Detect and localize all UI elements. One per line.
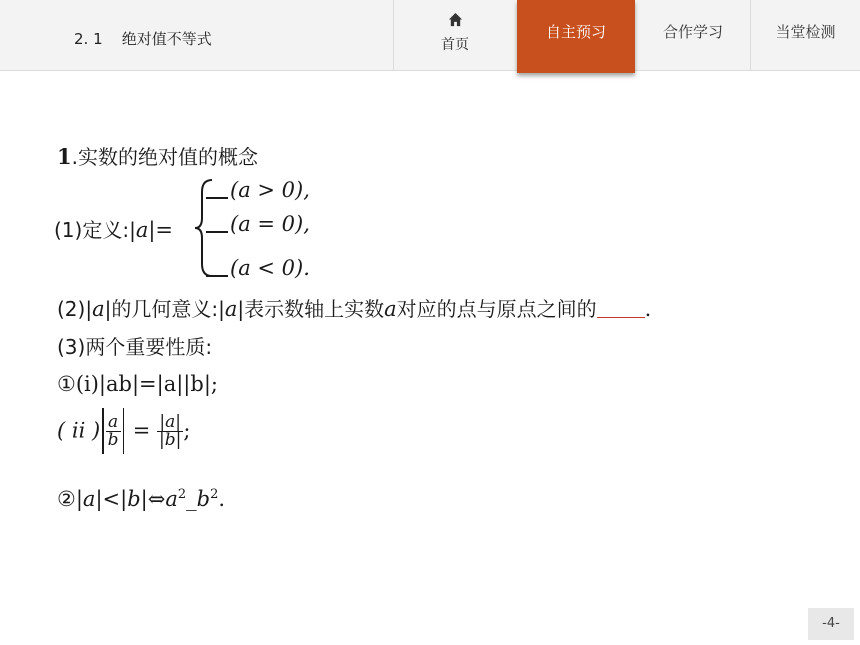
property-three: $②|a|<|b|\Leftrightarrow a^2\_b^2$. [57,487,226,511]
answer-blank [206,213,228,233]
case-positive: (a > 0), [206,178,310,202]
concept-heading [57,146,258,168]
definition-var: a [135,218,149,242]
fraction-a-over-b: $\frac{a}{b}$ [107,411,119,450]
page-number: -4- [808,608,854,640]
abs-bar [123,408,125,454]
answer-blank [206,179,228,199]
definition-label [54,220,173,241]
tab-cooperative-study[interactable]: 合作学习 [662,23,723,41]
distance-answer-blank[interactable] [597,299,645,318]
answer-blank [206,257,228,277]
comparison-blank: _ [186,487,197,511]
heading-text: .实数的绝对值的概念 [71,145,258,169]
tab-self-study[interactable]: 自主预习 [517,0,635,73]
home-label: 首页 [441,37,469,53]
abs-bar [102,408,104,454]
section-title: 2. 1 绝对值不等式 [74,30,212,48]
tab-class-test[interactable]: 当堂检测 [775,23,836,41]
case-negative: (a < 0). [206,256,310,280]
heading-number: 1 [57,144,72,169]
fraction-abs-a-over-abs-b: $\frac{|a|}{|b|}$ [159,411,182,450]
property-two: ( ii ) $\frac{a}{b}$ = $\frac{|a|}{|b|}$ ; [57,408,190,460]
properties-title: (3)两个重要性质: [57,335,213,359]
geometric-meaning: (2)|a|的几何意义:|a|表示数轴上实数a对应的点与原点之间的 . [57,297,652,321]
home-button[interactable] [394,0,516,70]
property-one: ①(i)|ab|=|a||b|; [57,372,218,396]
definition-eq: |= [148,218,174,242]
definition-prefix: (1)定义:| [54,218,136,242]
home-icon [448,12,463,27]
top-navigation-bar [0,0,860,71]
case-zero: (a = 0), [206,212,310,236]
